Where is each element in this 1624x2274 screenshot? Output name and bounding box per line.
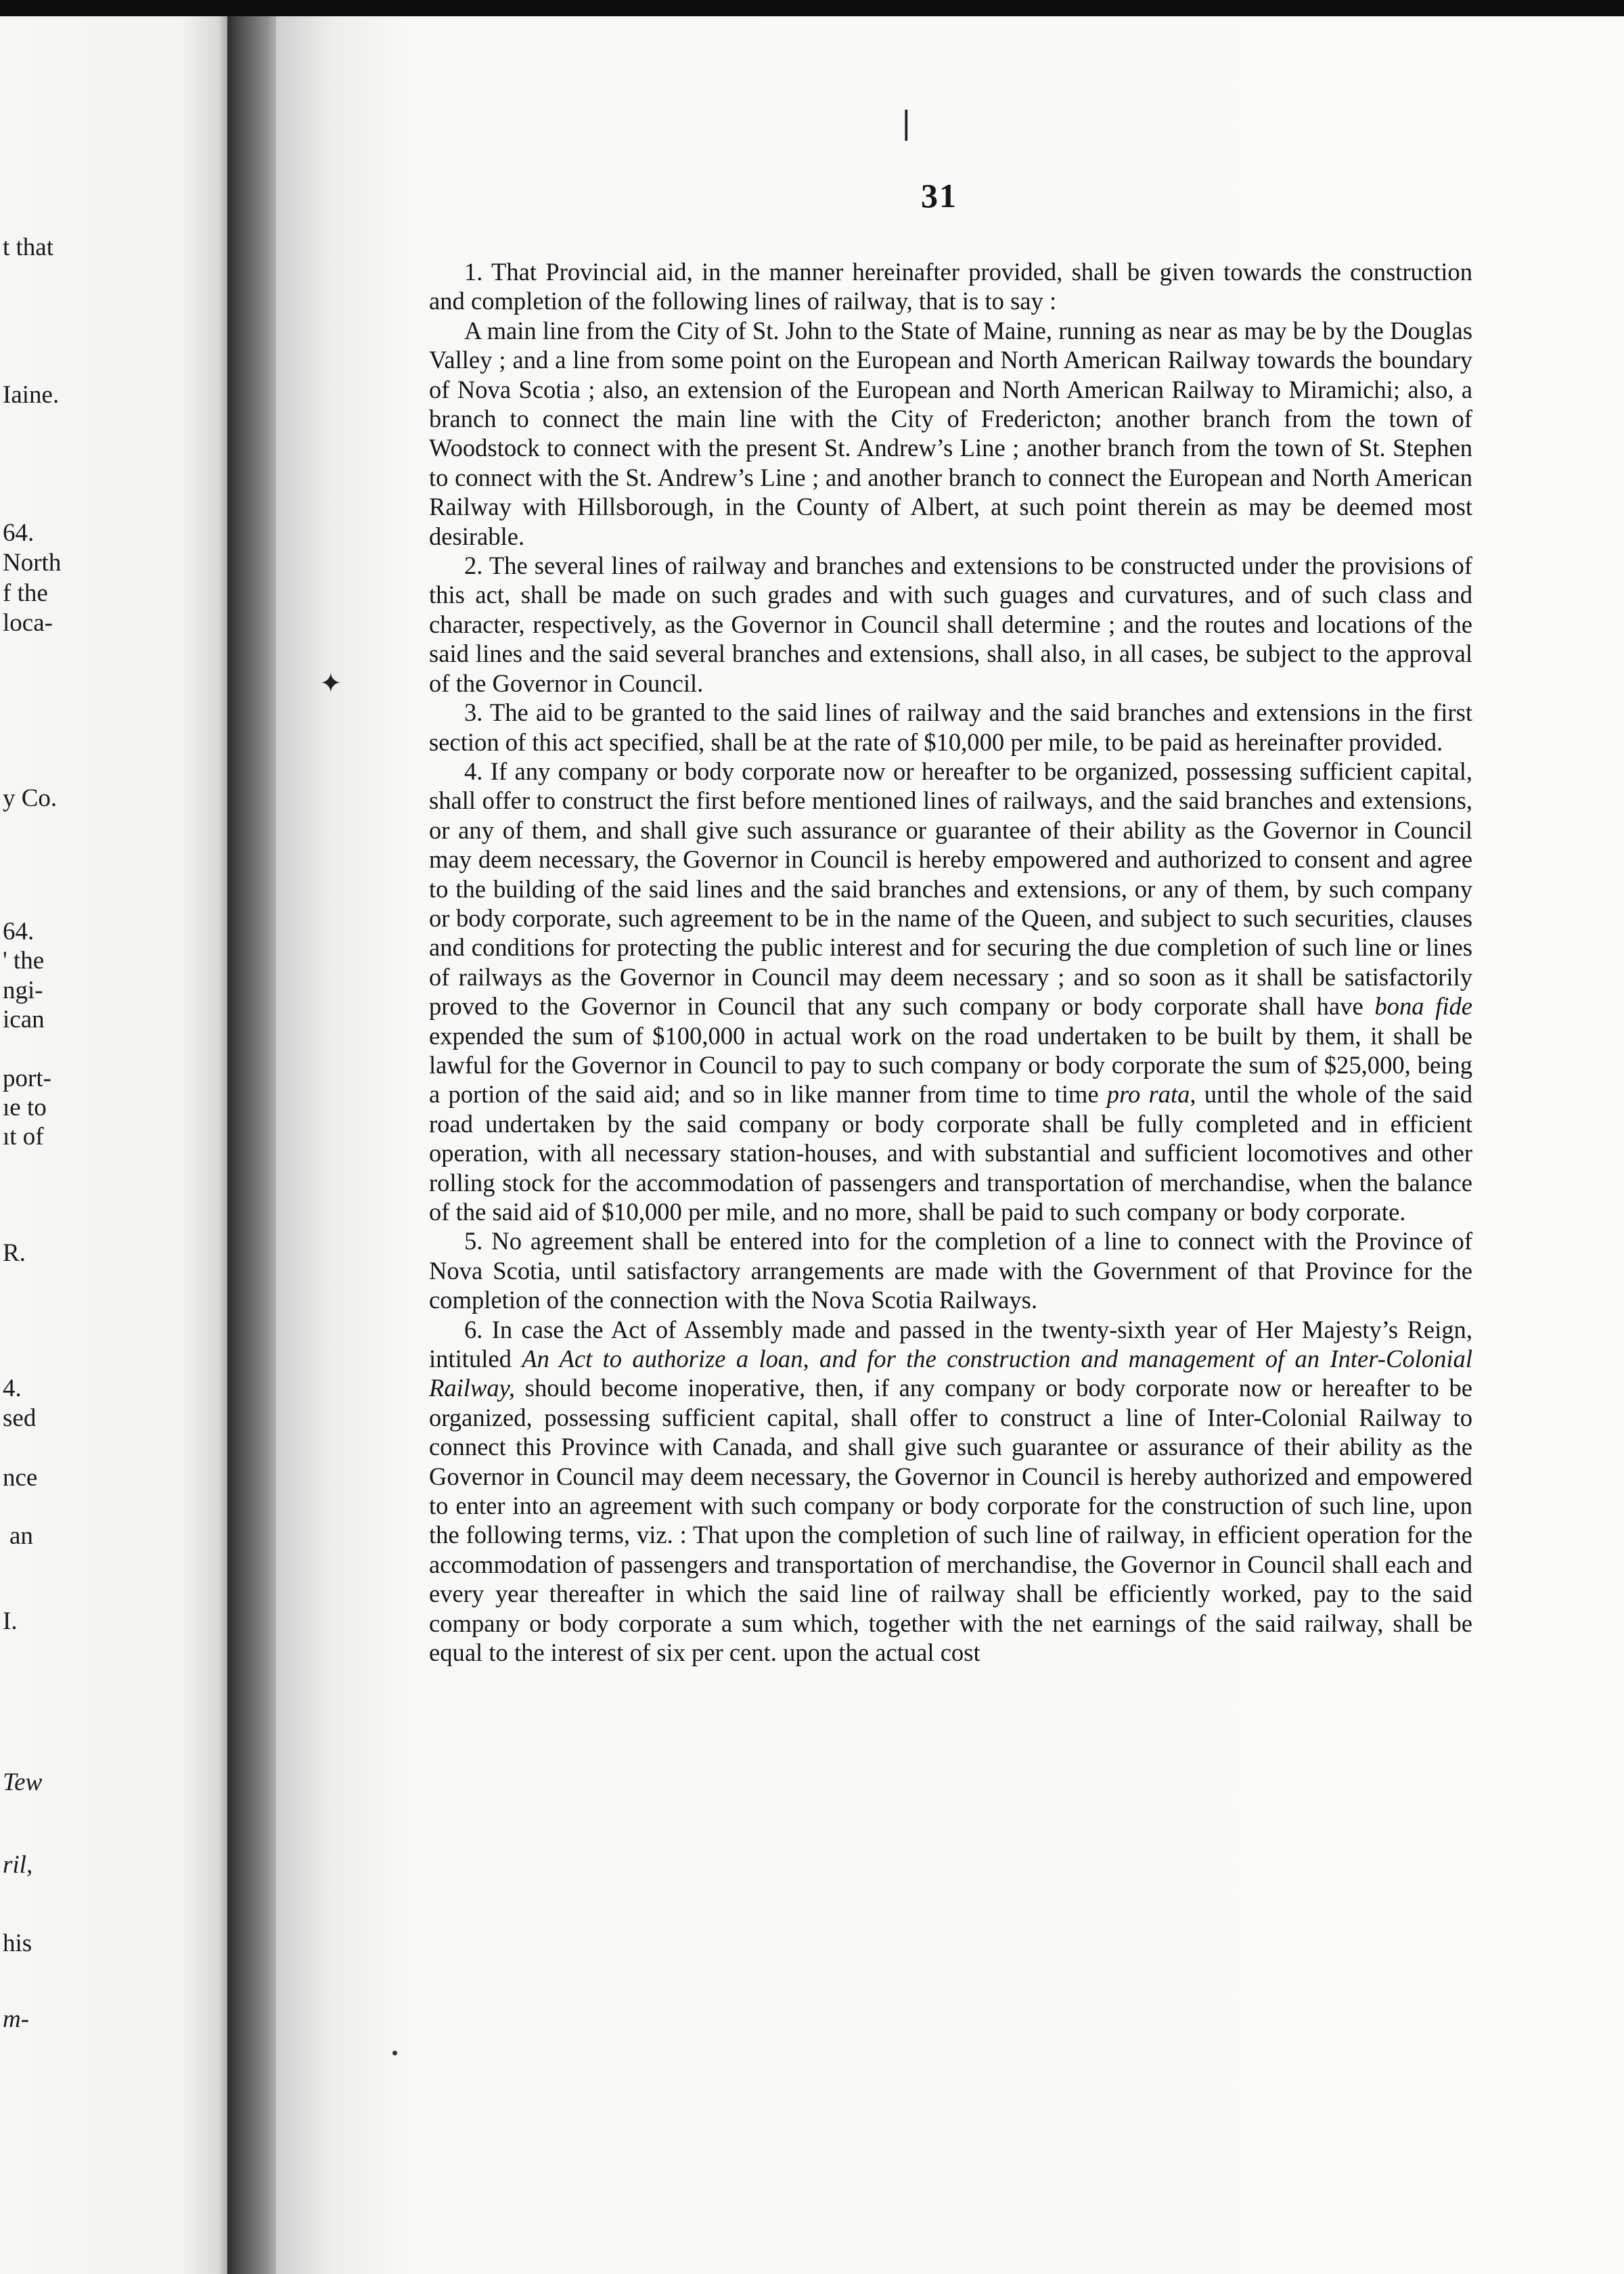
section-s6 [429, 1315, 1472, 1668]
left-page-fragment: Tew [3, 1768, 43, 1796]
left-page-fragment: m- [3, 2005, 30, 2033]
left-page-fragment: t that [3, 233, 54, 261]
left-page-fragment: his [3, 1930, 32, 1957]
left-page-fragment: an [9, 1522, 33, 1550]
left-page-fragment: loca- [3, 609, 53, 637]
left-page-fragment: sed [3, 1404, 37, 1432]
text-run: 3. The aid to be granted to the said lines of railway and the said branches and extensions in the first section of this act specified, shall be at the rate of $10,000 per mile, to be paid as hereinafter provided. [429, 698, 1472, 756]
statute-text [429, 257, 1472, 1668]
margin-dot [392, 2051, 397, 2055]
left-page-fragment: 64. [3, 918, 35, 945]
section-s1 [429, 257, 1472, 316]
ink-mark: ❘ [893, 106, 920, 140]
left-page-fragment: ıt of [3, 1123, 44, 1151]
left-page-fragment: ngi- [3, 977, 43, 1004]
previous-page-edge [0, 16, 227, 2274]
left-page-fragment: y Co. [3, 784, 58, 812]
text-run: expended the sum of $100,000 in actual work on the road undertaken to be built by them, it shall be lawful for the Governor in Council to pay to such company or body corporate the sum of $25,000, being a portion of the said aid; and so in like manner from time to time [429, 1021, 1472, 1109]
left-page-fragment: ' the [3, 947, 45, 975]
text-run: , until the whole of the said road undertaken by the said company or body corporate shall be fully completed and in efficient operation, with all necessary station-houses, and with substantial and sufficient locomotives and other rolling stock for the accommodation of passengers and transportation of merchandise, when the balance of the said aid of $10,000 per mile, and no more, shall be paid to such company or body corporate. [429, 1080, 1473, 1226]
section-s1b [429, 316, 1472, 551]
left-page-fragment: port- [3, 1065, 51, 1092]
section-s3 [429, 698, 1472, 757]
text-run: 2. The several lines of railway and branches and extensions to be constructed under the provisions of this act, shall be made on such grades and with such guages and curvatures, and of such class and character, respectively, as the Governor in Council shall determine ; and the routes and locations of the said lines and the said several branches and extensions, shall also, in all cases, be subject to the approval of the Governor in Council. [429, 552, 1472, 697]
left-page-fragment: ıe to [3, 1094, 47, 1121]
italic-run: bona fide [1374, 992, 1473, 1021]
italic-run: An Act to authorize a loan, and for the construction and management of an Inter-Colonial Railway, [429, 1345, 1472, 1402]
text-run: A main line from the City of St. John to the State of Maine, running as near as may be by the Douglas Valley ; and a line from some point on the European and North American Railway towards the boundary of Nova Scotia ; also, an extension of the European and North American Railway to Miramichi; also, a branch to connect the main line with the City of Fredericton; another branch from the town of Woodstock to connect with the present St. Andrew’s Line ; another branch from the town of St. Stephen to connect with the St. Andrew’s Line ; and another branch to connect the European and North American Railway with Hillsborough, in the County of Albert, at such point therein as may be deemed most desirable. [429, 316, 1472, 550]
left-page-fragment: 4. [3, 1375, 22, 1402]
page-number: 31 [921, 177, 957, 215]
italic-run: pro rata [1106, 1080, 1190, 1109]
left-page-fragment: 64. [3, 519, 35, 547]
text-run: 4. If any company or body corporate now or hereafter to be organized, possessing sufficient capital, shall offer to construct the first before mentioned lines of railways, and the said branches and extensions, or any of them, and shall give such assurance or guarantee of their ability as the Governor in Council may deem necessary, the Governor in Council is hereby empowered and authorized to consent and agree to the building of the said lines and the said branches and extensions, or any of them, by such company or body corporate, such agreement to be in the name of the Queen, and subject to such securities, clauses and conditions for protecting the public interest and for securing the due completion of such line or lines of railways as the Governor in Council may deem necessary ; and so soon as it shall be satisfactorily proved to the Governor in Council that any such company or body corporate shall have [429, 757, 1472, 1021]
section-s5 [429, 1226, 1472, 1314]
left-page-fragment: I. [3, 1607, 18, 1635]
section-s4 [429, 757, 1472, 1227]
left-page-fragment: f the [3, 579, 48, 607]
left-page-fragment: nce [3, 1464, 38, 1492]
margin-ink-mark: ✦ [319, 668, 342, 698]
text-run: 5. No agreement shall be entered into for the completion of a line to connect with the Province of Nova Scotia, until satisfactory arrangements are made with the Government of that Province for the completion of the connection with the Nova Scotia Railways. [429, 1227, 1472, 1314]
book-page [276, 16, 1624, 2274]
text-run: 6. In case the Act of Assembly made and passed in the twenty-sixth year of Her Majesty’s Reign, intituled [429, 1315, 1472, 1373]
left-page-fragment: North [3, 549, 62, 577]
text-run: should become inoperative, then, if any company or body corporate now or hereafter to be organized, possessing sufficient capital, shall offer to construct a line of Inter-Colonial Railway to connect this Province with Canada, and shall give such guarantee or assurance of their ability as the Governor in Council may deem necessary, the Governor in Council is hereby authorized and empowered to enter into an agreement with such company or body corporate for the construction of such line, upon the following terms, viz. : That upon the completion of such line of railway, in efficient operation for the accommodation of passengers and transportation of merchandise, the Governor in Council shall each and every year thereafter in which the said line of railway shall be efficiently worked, pay to the said company or body corporate a sum which, together with the net earnings of the said railway, shall be equal to the interest of six per cent. upon the actual cost [429, 1374, 1472, 1667]
text-run: 1. That Provincial aid, in the manner hereinafter provided, shall be given towards the construction and completion of the following lines of railway, that is to say : [429, 258, 1472, 315]
left-page-fragment: Iaine. [3, 381, 60, 409]
section-s2 [429, 551, 1472, 698]
left-page-fragment: ican [3, 1006, 45, 1033]
left-page-fragment: R. [3, 1239, 26, 1267]
left-page-fragment: ril, [3, 1851, 33, 1879]
